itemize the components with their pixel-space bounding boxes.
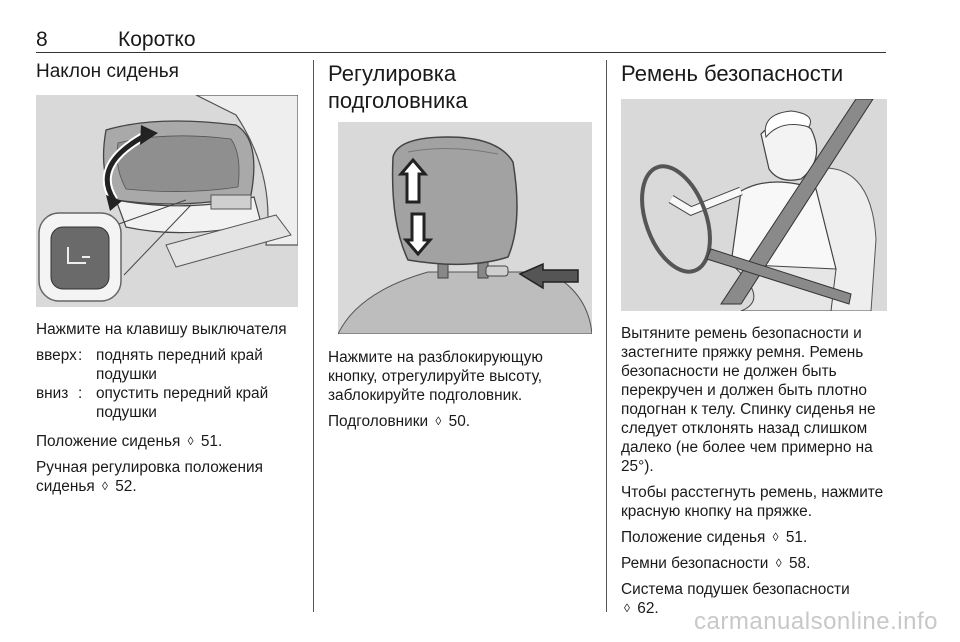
column-divider <box>313 60 314 612</box>
list-separator: : <box>78 347 83 364</box>
seat-tilt-body <box>36 320 298 503</box>
seat-tilt-list <box>36 346 298 422</box>
list-term: вверх <box>36 347 77 364</box>
seat-position-reference <box>621 528 887 547</box>
reference-text: Система подушек безопасности <box>621 581 850 598</box>
seat-tilt-heading: Наклон сиденья <box>36 61 179 82</box>
headrest-instructions: Нажмите на разблокирующую кнопку, отрегулируйте высоту, заблокируйте подголовник. <box>328 349 543 404</box>
page-reference-icon: ◊ <box>102 479 108 493</box>
headrest-illustration <box>338 122 592 334</box>
manual-seat-adjust-reference <box>36 458 298 496</box>
seatbelt-release: Чтобы расстегнуть ремень, нажмите красную кнопку на пряжке. <box>621 484 884 520</box>
seatbelt-instructions: Вытяните ремень безопасности и застегните пряжку ремня. Ремень безопасности не должен быть перекручен и должен быть плотно подогнан к телу. Спинку сиденья не следует отклонять назад слишком далеко (не более чем примерно на 25°). <box>621 325 876 475</box>
reference-page: 51. <box>200 433 223 450</box>
seatbelt-body <box>621 324 887 625</box>
reference-page: 52. <box>115 478 137 495</box>
page-header <box>36 26 886 53</box>
column-divider <box>606 60 607 612</box>
page-reference-icon: ◊ <box>435 414 442 428</box>
list-item <box>36 346 298 384</box>
section-title: Коротко <box>118 28 196 51</box>
headrest-heading: Регулировка подголовника <box>328 61 468 113</box>
page-reference-icon: ◊ <box>772 530 779 544</box>
reference-page: 62. <box>637 600 659 617</box>
seat-tilt-intro: Нажмите на клавишу выключателя <box>36 321 287 338</box>
seatbelt-section <box>621 60 887 87</box>
reference-text: Ремни безопасности <box>621 555 769 572</box>
reference-text: Подголовники <box>328 413 429 430</box>
seatbelt-illustration <box>621 99 887 311</box>
reference-text: Положение сиденья <box>621 529 766 546</box>
page-number: 8 <box>36 28 48 51</box>
page-reference-icon: ◊ <box>775 556 782 570</box>
headrest-reference <box>328 412 592 431</box>
reference-text: Положение сиденья <box>36 433 181 450</box>
page-reference-icon: ◊ <box>624 601 630 615</box>
reference-page: 58. <box>788 555 811 572</box>
reference-text: Ручная регулировка положения сиденья <box>36 459 263 495</box>
watermark: carmanualsonline.info <box>694 608 938 635</box>
list-separator: : <box>78 385 83 402</box>
reference-page: 50. <box>448 413 471 430</box>
page-reference-icon: ◊ <box>187 434 194 448</box>
seatbelt-heading: Ремень безопасности <box>621 61 844 86</box>
headrest-body <box>328 348 592 438</box>
list-definition: поднять передний край подушки <box>96 347 263 383</box>
headrest-section <box>328 60 592 114</box>
list-item <box>36 384 298 422</box>
list-definition: опустить передний край подушки <box>96 385 269 421</box>
list-term: вниз <box>36 385 69 402</box>
seat-position-reference <box>36 432 298 451</box>
seat-tilt-illustration <box>36 95 298 307</box>
seatbelts-reference <box>621 554 887 573</box>
seat-tilt-section <box>36 60 298 90</box>
reference-page: 51. <box>785 529 808 546</box>
